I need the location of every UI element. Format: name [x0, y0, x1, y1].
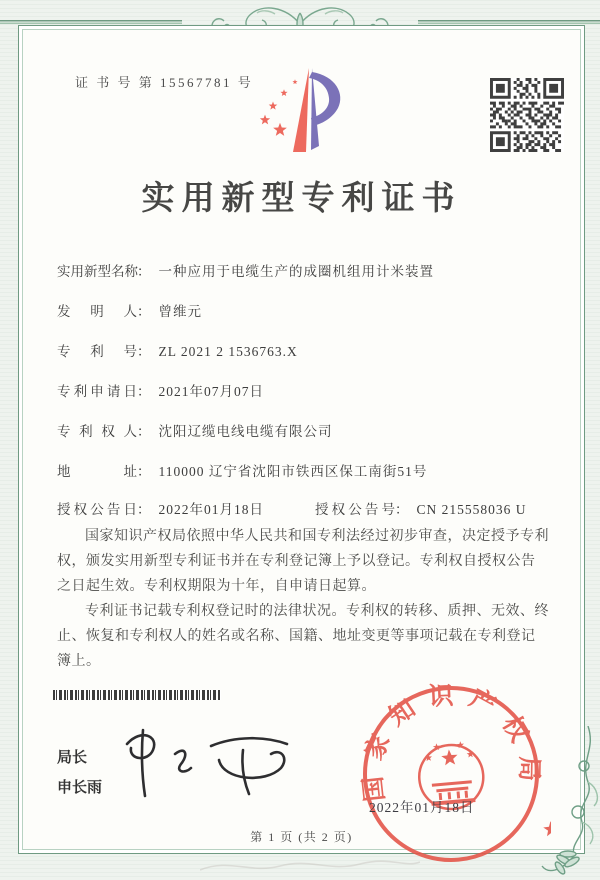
field-row-patent-no: [57, 340, 557, 360]
field-row-patentee: [57, 420, 557, 440]
field-label: 授权公告日: [57, 502, 137, 517]
field-value: 2022年01月18日: [158, 502, 264, 517]
field-row-inventor: [57, 300, 557, 320]
field-colon: ：: [137, 464, 151, 479]
legal-paragraph: 国家知识产权局依照中华人民共和国专利法经过初步审查，决定授予专利权，颁发实用新型专利证书并在专利登记簿上予以登记。专利权自授权公告之日起生效。专利权期限为十年，自申请日起算。: [57, 529, 549, 594]
certificate-page: [18, 25, 585, 854]
field-row-address: [57, 460, 557, 480]
field-label: 专利申请日: [57, 384, 137, 399]
field-label: 实用新型名称: [57, 264, 138, 279]
seal-text: 国家知识产权局: [358, 682, 543, 803]
director-signature: [115, 724, 315, 804]
qr-code: [490, 78, 564, 152]
field-value: 2021年07月07日: [158, 384, 264, 399]
field-value: 沈阳辽缆电线电缆有限公司: [158, 424, 333, 439]
certificate-number: 证 书 号 第 15567781 号: [75, 75, 254, 90]
field-value: 曾维元: [158, 304, 202, 319]
showthrough-writing: [200, 856, 420, 878]
seal-date: 2022年01月18日: [369, 800, 475, 815]
field-label: 授权公告号: [315, 502, 395, 517]
director-title: 局长: [57, 750, 88, 766]
field-colon: ：: [137, 384, 151, 399]
field-colon: ：: [395, 502, 409, 517]
barcode: [53, 690, 221, 700]
field-row-filing-date: [57, 380, 557, 400]
field-colon: ：: [137, 502, 151, 517]
field-label: 发明人: [57, 304, 137, 319]
legal-text: [57, 524, 549, 674]
field-row-grant: [57, 498, 557, 518]
corner-flourish-ornament: [540, 726, 600, 880]
legal-paragraph: 专利证书记载专利权登记时的法律状况。专利权的转移、质押、无效、终止、恢复和专利权人的姓名或名称、国籍、地址变更等事项记载在专利登记簿上。: [57, 604, 549, 669]
field-colon: ：: [137, 424, 151, 439]
field-label: 专利号: [57, 344, 137, 359]
field-label: 地址: [57, 464, 137, 479]
field-value: 一种应用于电缆生产的成圈机组用计米装置: [158, 264, 434, 279]
certificate-title: 实用新型专利证书: [141, 181, 462, 217]
field-colon: ：: [137, 344, 151, 359]
field-grant-number: [315, 498, 527, 518]
border-line-left: [0, 20, 182, 24]
field-colon: ：: [137, 264, 151, 279]
field-value: ZL 2021 2 1536763.X: [158, 344, 298, 359]
field-colon: ：: [137, 304, 151, 319]
field-value: 110000 辽宁省沈阳市铁西区保工南街51号: [158, 464, 428, 479]
cnipa-logo: [251, 66, 351, 166]
field-label: 专利权人: [57, 424, 137, 439]
field-row-name: [57, 260, 557, 280]
director-name: 申长雨: [57, 780, 103, 796]
page-footer: 第 1 页 (共 2 页): [250, 830, 353, 844]
field-value: CN 215558036 U: [416, 502, 527, 517]
border-line-right: [418, 20, 600, 24]
